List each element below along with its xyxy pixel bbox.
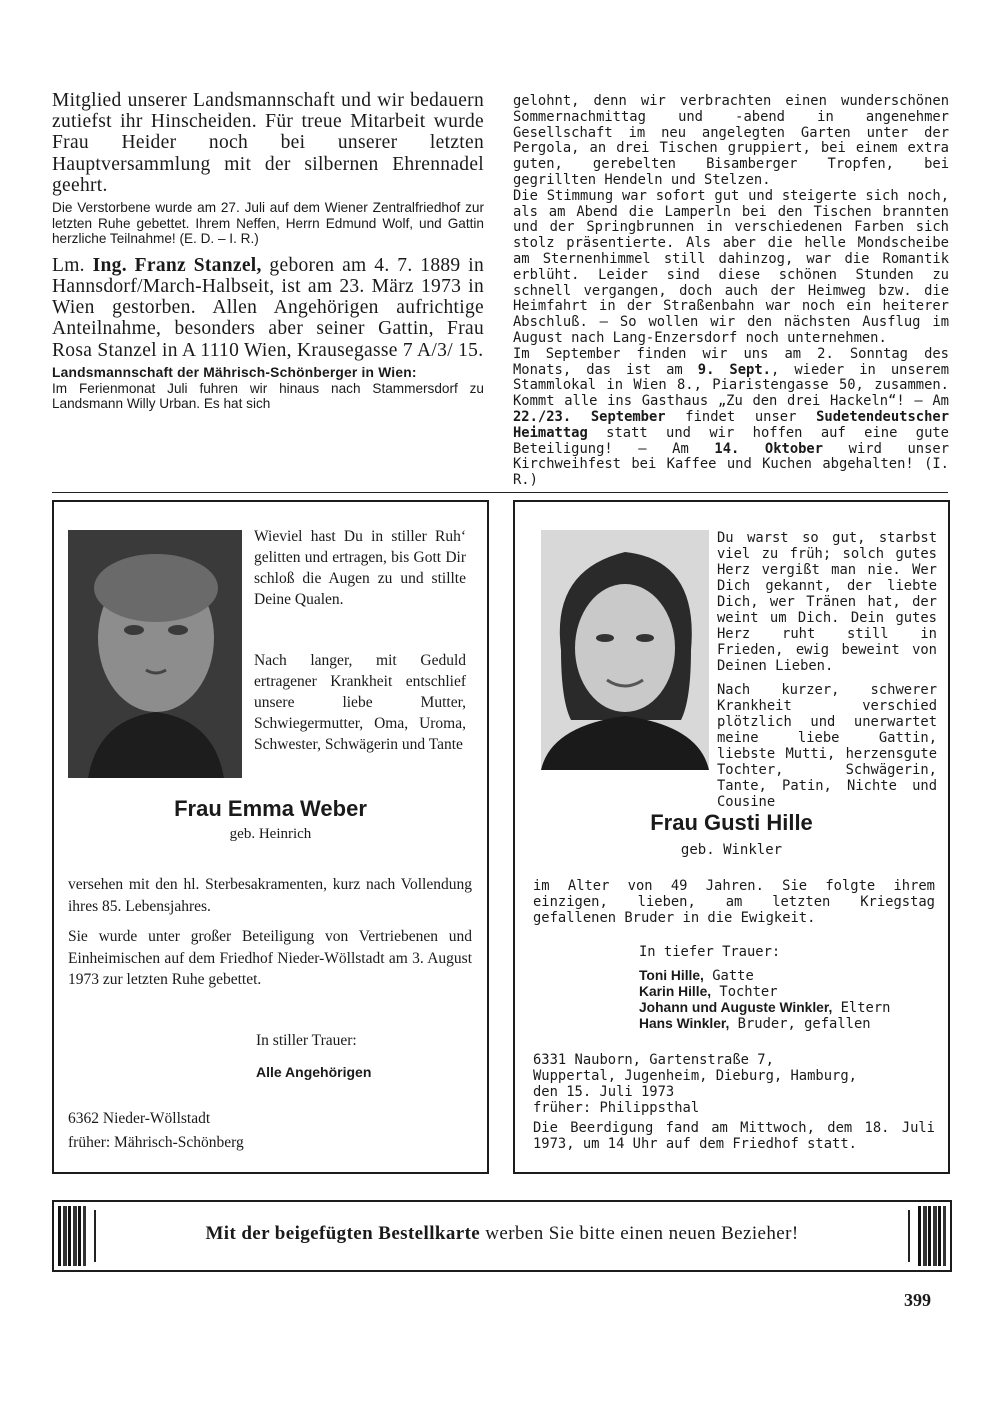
stanzel-prefix: Lm. — [52, 254, 93, 276]
article-right-column — [513, 94, 949, 489]
stanzel-obituary — [52, 255, 484, 361]
mourner-relation: Tochter — [711, 984, 778, 1000]
schedule-text — [513, 347, 949, 489]
mourner-name: Karin Hille, — [639, 984, 712, 999]
page-number: 399 — [904, 1290, 931, 1310]
hille-address-block — [533, 1052, 933, 1116]
schedule-part: statt und wir hoffen auf eine gute Beteiligung! – Am — [513, 424, 949, 457]
mourner-relation: Eltern — [832, 1000, 891, 1016]
schedule-part: wird unser Kirchweihfest bei Kaffee und Kuchen abgehalten! (I. R.) — [513, 440, 950, 489]
hille-portrait-photo — [541, 530, 709, 770]
hille-mourners-list — [639, 968, 939, 1032]
weber-sacraments-text: versehen mit den hl. Sterbesakramenten, kurz nach Vollendung ihres 85. Lebensjahres. — [68, 876, 472, 915]
weber-former-address: früher: Mährisch-Schönberg — [68, 1134, 244, 1151]
weber-maiden-name: geb. Heinrich — [229, 826, 312, 842]
weber-announcement: Nach langer, mit Geduld ertragener Krankheit entschlief unsere liebe Mutter, Schwiegermutter, Oma, Uroma, Schwester, Schwägerin und Tante — [254, 652, 466, 753]
hille-mourning-label: In tiefer Trauer: — [639, 944, 781, 960]
hille-maiden-name: geb. Winkler — [680, 842, 783, 858]
stanzel-text: geboren am 4. 7. 1889 in Hannsdorf/March-Halbseit, ist am 23. März 1973 in Wien gestorben. Allen Angehörigen aufrichtige Anteilnahme, besonders aber seiner Gattin, Frau Rosa Stanzel in A 1110 Wien, Krausegasse 7 A/3/ 15. — [52, 254, 484, 361]
mood-text: Die Stimmung war sofort gut und steigerte sich noch, als am Abend die Lamperln bei den Tischen brannten und der Springbrunnen in verschiedenen Farben sich stolz präsentierte. Als aber die helle Mondscheibe am Sternenhimmel still dahinzog, war die Romantik erblüht. Leider sind diese schönen Stunden zu schnell vergangen, doch auch der Heimweg bzw. die Heimfahrt in der Straßenbahn war noch ein heiterer Abschluß. – So wollen wir den nächsten Ausflug im August nach Lang-Enzersdorf noch unternehmen. — [513, 187, 949, 346]
hille-former-address: früher: Philippsthal — [533, 1100, 700, 1116]
schedule-part: findet unser — [665, 408, 817, 425]
banner-rest-text: werben Sie bitte einen neuen Bezieher! — [480, 1223, 799, 1244]
mourner-relation: Bruder, gefallen — [729, 1016, 871, 1032]
hille-date: den 15. Juli 1973 — [533, 1084, 675, 1100]
weber-name: Frau Emma Weber — [174, 796, 367, 821]
schedule-part: Im September finden wir uns am 2. Sonntag des Monats, das ist am — [513, 345, 949, 378]
schedule-date-october: 14. Oktober — [714, 440, 824, 457]
schedule-date-heimattag: 22./23. September — [513, 408, 666, 425]
hille-name: Frau Gusti Hille — [650, 810, 813, 835]
mourner-name: Hans Winkler, — [639, 1016, 730, 1031]
schedule-date-sept: 9. Sept. — [697, 361, 771, 378]
stanzel-name: Ing. Franz Stanzel, — [92, 254, 262, 276]
weber-portrait-photo — [68, 530, 242, 778]
heider-burial-text: Die Verstorbene wurde am 27. Juli auf dem Wiener Zentralfriedhof zur letzten Ruhe gebettet. Ihrem Neffen, Herrn Edmund Wolf, und Gattin herzliche Teilnahme! (E. D. – I. R.) — [52, 200, 484, 247]
hille-address-line: 6331 Nauborn, Gartenstraße 7, — [533, 1052, 774, 1068]
hille-verse: Du warst so gut, starbst viel zu früh; solch gutes Herz vergißt man nie. Wer Dich gekannt, der liebte Dich, wer Tränen hat, der weint um Dich. Dein gutes Herz ruht still in Frieden, ewig beweint von Deinen Lieben. — [717, 530, 937, 674]
weber-address: 6362 Nieder-Wöllstadt — [68, 1110, 211, 1127]
banner-bold-text: Mit der beigefügten Bestellkarte — [205, 1223, 481, 1244]
hille-age-text: im Alter von 49 Jahren. Sie folgte ihrem einzigen, lieben, am letzten Kriegstag gefallenen Bruder in die Ewigkeit. — [533, 878, 935, 926]
obituary-box-weber — [52, 500, 489, 1174]
banner-frame — [94, 1210, 910, 1262]
mourner-name: Johann und Auguste Winkler, — [639, 1000, 833, 1015]
heimattag-name: Sudetendeutscher Heimattag — [513, 408, 949, 441]
weber-mourners: Alle Angehörigen — [256, 1064, 372, 1080]
schedule-part: , wieder in unserem Stammlokal in Wien 8., Piaristengasse 50, zusammen. Kommt alle ins Gasthaus „Zu den drei Hackeln“! – Am — [513, 361, 950, 410]
weber-mourning-label: In stiller Trauer: — [256, 1032, 357, 1049]
hille-funeral-text: Die Beerdigung fand am Mittwoch, dem 18. Juli 1973, um 14 Uhr auf dem Friedhof statt. — [533, 1120, 935, 1152]
hille-address-line: Wuppertal, Jugenheim, Dieburg, Hamburg, — [533, 1068, 857, 1084]
banner-text — [96, 1223, 908, 1245]
right-decorative-bars — [918, 1206, 946, 1266]
article-left-column — [52, 90, 484, 412]
weber-burial-text: Sie wurde unter großer Beteiligung von Vertriebenen und Einheimischen auf dem Friedhof Nieder-Wöllstadt am 3. August 1973 zur letzten Ruhe gebettet. — [68, 928, 472, 988]
left-decorative-bars — [58, 1206, 86, 1266]
weber-verse: Wieviel hast Du in stiller Ruh‘ gelitten und ertragen, bis Gott Dir schloß die Augen zu und stillte Deine Qualen. — [254, 528, 466, 608]
mourner-relation: Gatte — [703, 968, 754, 984]
section-divider — [52, 492, 948, 493]
heider-obituary-text: Mitglied unserer Landsmannschaft und wir bedauern zutiefst ihr Hinscheiden. Für treue Mitarbeit wurde Frau Heider noch bei unserer letzten Hauptversammlung mit der silbernen Ehrennadel geehrt. — [52, 90, 484, 196]
association-text-start: Im Ferienmonat Juli fuhren wir hinaus nach Stammersdorf zu Landsmann Willy Urban. Es hat sich — [52, 380, 484, 412]
hille-announcement: Nach kurzer, schwerer Krankheit verschied plötzlich und unerwartet meine liebe Gattin, liebste Mutti, herzensgute Tochter, Schwägerin, Tante, Patin, Nichte und Cousine — [717, 682, 937, 810]
obituary-box-hille — [513, 500, 950, 1174]
association-heading: Landsmannschaft der Mährisch-Schönberger in Wien: — [52, 364, 417, 380]
subscription-banner — [52, 1200, 952, 1272]
excursion-text: gelohnt, denn wir verbrachten einen wunderschönen Sommernachmittag und -abend in angenehmer Gesellschaft im neu angelegten Garten unter der Pergola, an drei Tischen gruppiert, bei einem extra guten, gerebelten Bisamberger Tropfen, bei gegrillten Hendeln und Stelzen. — [513, 93, 949, 188]
mourner-row — [639, 968, 939, 984]
mourner-row — [639, 1016, 939, 1032]
mourner-name: Toni Hille, — [639, 968, 704, 983]
mourner-row — [639, 1000, 939, 1016]
mourner-row — [639, 984, 939, 1000]
